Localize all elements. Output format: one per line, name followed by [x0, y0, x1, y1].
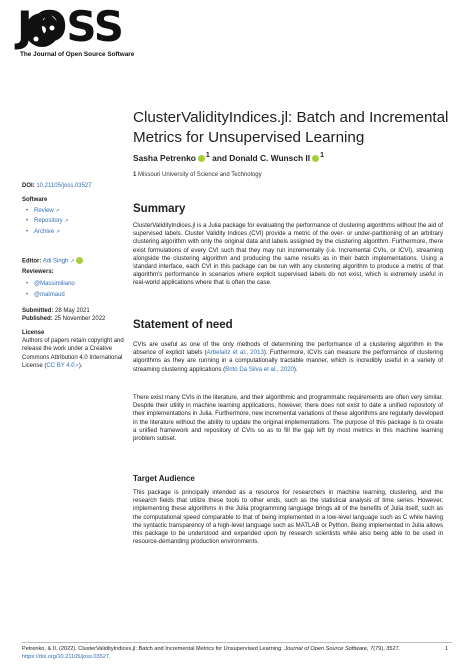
sidebar-doi	[22, 182, 122, 190]
statement-paragraph-1	[133, 341, 443, 374]
author-line	[133, 152, 324, 163]
journal-subtitle: The Journal of Open Source Software	[20, 51, 135, 58]
license-end: ).	[78, 362, 83, 369]
software-label: Software	[22, 197, 48, 203]
external-link-icon: ↗	[55, 228, 60, 235]
orcid-icon[interactable]	[76, 257, 83, 264]
external-link-icon: ↗	[74, 362, 79, 369]
reviewer-link[interactable]: @Massimiliano	[34, 281, 75, 288]
affiliation	[133, 172, 262, 178]
doi-link[interactable]: 10.21105/joss.03527	[36, 183, 92, 189]
statement-text: CVIs are useful as one of the only methods of determining the performance of a clustering algorithm in the absence of explicit labels (	[133, 341, 443, 357]
archive-link-label[interactable]: Archive	[34, 228, 55, 235]
reviewer-item	[22, 280, 122, 288]
reviewer-item	[22, 291, 122, 299]
doi-label: DOI:	[22, 183, 35, 189]
author-affiliation-sup: 1	[205, 152, 210, 159]
summary-heading: Summary	[133, 203, 186, 215]
footer-citation	[22, 646, 452, 662]
sidebar-editor	[22, 257, 122, 266]
sidebar-software	[22, 196, 122, 236]
archive-link[interactable]	[22, 228, 122, 236]
citation-link[interactable]: Brito Da Silva et al., 2020	[225, 365, 294, 373]
external-link-icon: ↗	[55, 208, 60, 215]
submitted-date: 28 May 2021	[55, 308, 90, 314]
author-name: Sasha Petrenko	[133, 152, 196, 163]
target-audience-heading: Target Audience	[133, 474, 195, 483]
repository-link-label[interactable]: Repository	[34, 218, 63, 225]
footer-journal: Journal of Open Source Software,	[284, 646, 369, 652]
review-link[interactable]	[22, 207, 122, 215]
sidebar-dates	[22, 307, 122, 323]
citation-link[interactable]: Arbelaitz et al., 2013	[206, 349, 264, 357]
published-date: 25 November 2022	[54, 316, 106, 323]
sidebar-reviewers	[22, 268, 122, 300]
footer-doi-link[interactable]: https://doi.org/10.21105/joss.03527.	[22, 653, 111, 660]
license-label: License	[22, 330, 45, 336]
footer-volume: 7(79), 3527.	[370, 646, 401, 652]
external-link-icon: ↗	[70, 258, 75, 265]
author-name: and Donald C. Wunsch II	[212, 152, 311, 163]
summary-paragraph: ClusterValidityIndices.jl is a Julia package for evaluating the performance of clustering algorithms without the aid of supervised labels. Cluster Validity Indices (CVI) provide a metric of the over- or under-partitioning of an arbitrary clustering algorithm with only the original data and labels assigned by the clustering algorithm. Furthermore, there exist formulations of every CVI such that they may run incrementally (i.e. Incremental CVIs, or ICVI), streaming alongside the clustering algorithm and producing the same results as in their batch implementations. Using a standard interface, each CVI in this package can be run with any clustering algorithm to produce a metric of that algorithm's performance in scenarios where explicit supervised labels do not exist, which is extremely useful in real-world applications where that is often the case.	[133, 222, 443, 287]
affiliation-text: Missouri University of Science and Technology	[138, 172, 262, 178]
submitted-label: Submitted:	[22, 308, 54, 314]
published-label: Published:	[22, 316, 53, 323]
sidebar-license	[22, 329, 128, 370]
external-link-icon: ↗	[64, 218, 69, 225]
footer-citation-text: Petrenko, & II. (2022). ClusterValidityIndices.jl: Batch and Incremental Metrics for Unsupervised Learning.	[22, 646, 283, 652]
statement-text: ). Furthermore, ICVIs can measure the performance of clustering algorithms as they are running in a computationally tractable manner, which is incredibly useful in a variety of streaming clustering applications (	[133, 349, 443, 373]
statement-heading: Statement of need	[133, 319, 233, 331]
paper-title: ClusterValidityIndices.jl: Batch and Incremental Metrics for Unsupervised Learning	[133, 109, 449, 146]
target-audience-paragraph: This package is principally intended as a resource for researchers in machine learning, clustering, and the research fields that utilize these tools to other ends, such as the statistical analysis of time series. However, implementing these algorithms in the Julia programming language brings all of the benefits of Julia itself, such as the computational speed comparable to that of being implemented in a low-level language such as C while having the syntactic transparency of a high-level language such as MATLAB or Python. Being implemented in Julia allows this package to be understood and expanded upon by research scientists while also being able to be used in resource-demanding production environments.	[133, 489, 443, 546]
reviewer-link[interactable]: @malmaud	[34, 292, 65, 299]
cc-by-link[interactable]: CC BY 4.0	[46, 362, 75, 369]
footer-divider	[22, 642, 452, 643]
editor-link[interactable]: Adi Singh	[42, 258, 69, 265]
page-number: 1	[445, 646, 449, 652]
statement-text: ).	[293, 365, 298, 373]
author-affiliation-sup: 1	[320, 152, 324, 159]
affiliation-number: 1	[133, 172, 137, 178]
published-row	[22, 315, 122, 323]
orcid-icon[interactable]	[312, 155, 319, 162]
license-text: Authors of papers retain copyright and release the work under a Creative Commons Attribution 4.0 International License (	[22, 338, 124, 369]
submitted-row	[22, 307, 122, 315]
review-link-label[interactable]: Review	[34, 208, 54, 215]
statement-paragraph-2: There exist many CVIs in the literature, and their algorithmic and programmatic requirements are often very similar. Despite their utility in machine learning applications, however, there does not exist to date a unified repository of their implementations in Julia. Furthermore, new incremental variations of these algorithms are regularly developed in the literature without the ability to update the original implementations. The purpose of this package is to create a unified framework and repository of CVIs so as to fill the gap left by most metrics in this machine learning problem subset.	[133, 394, 443, 443]
editor-label: Editor:	[22, 258, 42, 265]
repository-link[interactable]	[22, 217, 122, 225]
orcid-icon[interactable]	[198, 155, 205, 162]
reviewers-label: Reviewers:	[22, 269, 54, 275]
joss-wordmark: JOSS	[17, 2, 123, 51]
